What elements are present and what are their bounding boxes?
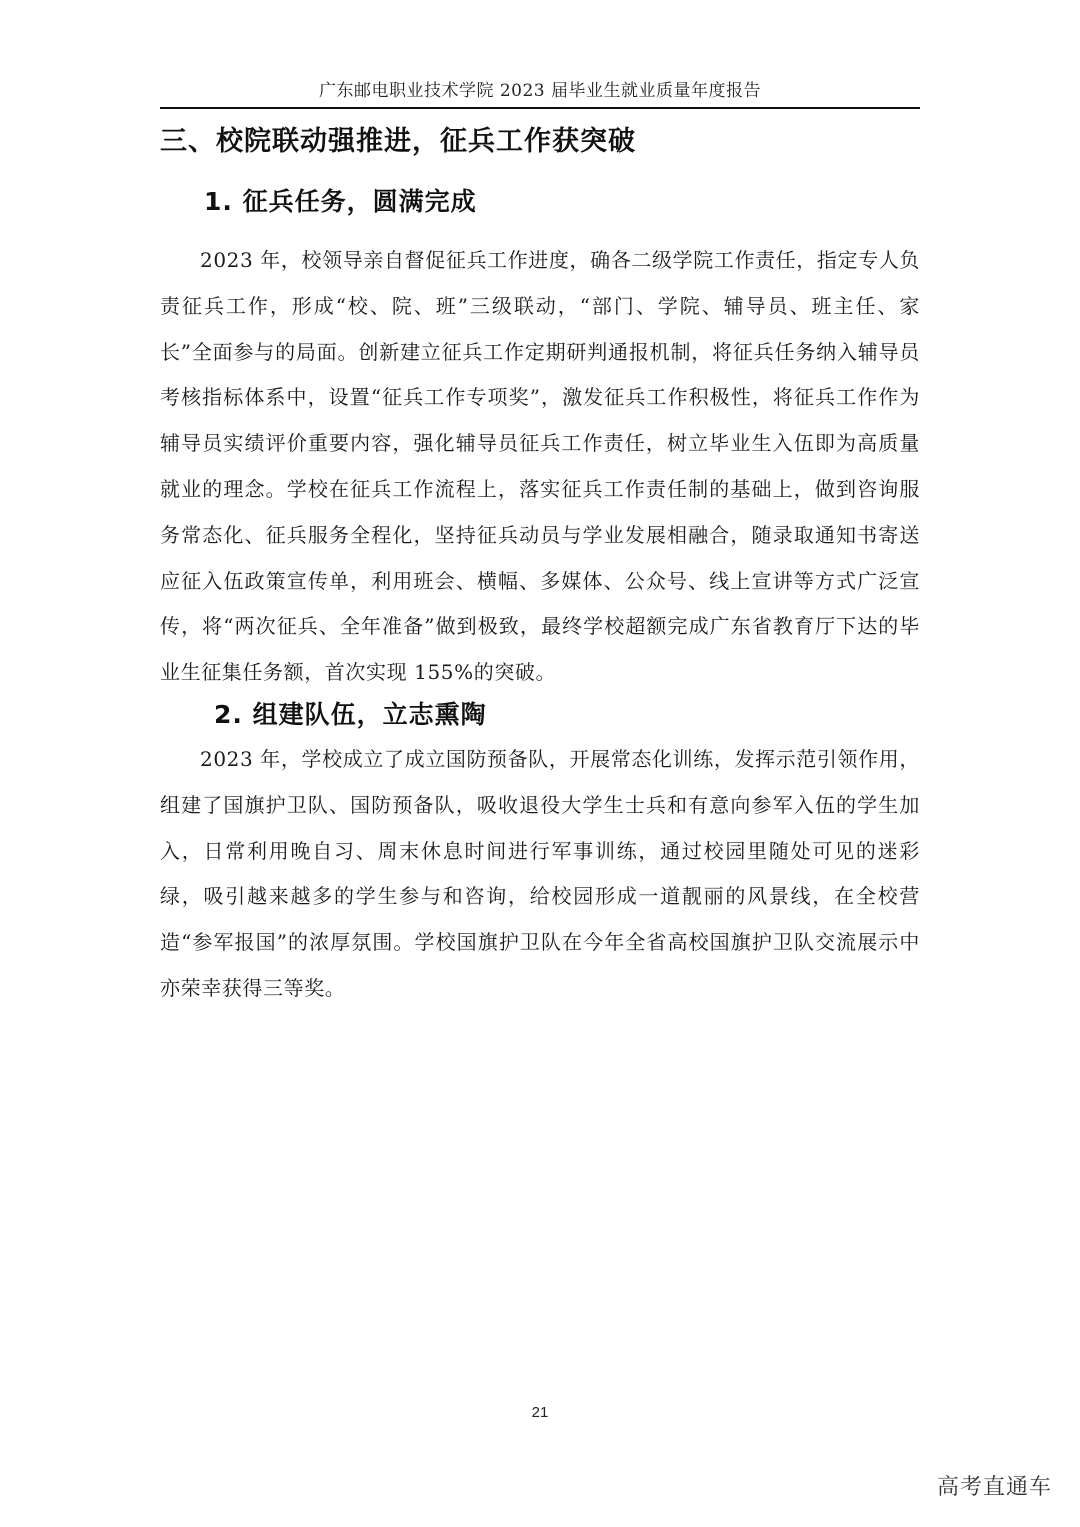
section-title: 三、校院联动强推进，征兵工作获突破 — [160, 126, 636, 157]
watermark-label: 高考直通车 — [936, 1475, 1052, 1500]
subsection-title-2: 2. 组建队伍，立志熏陶 — [214, 700, 487, 729]
body-paragraph-2: 2023 年，学校成立了成立国防预备队，开展常态化训练，发挥示范引领作用，组建了国旗护卫队、国防预备队，吸收退役大学生士兵和有意向参军入伍的学生加入，日常利用晚自习、周末休息时间进行军事训练，通过校园里随处可见的迷彩绿，吸引越来越多的学生参与和咨询，给校园形成一道靓丽的风景线，在全校营造“参军报国”的浓厚氛围。学校国旗护卫队在今年全省高校国旗护卫队交流展示中亦荣幸获得三等奖。 — [160, 747, 920, 1000]
running-header: 广东邮电职业技术学院 2023 届毕业生就业质量年度报告 — [318, 81, 762, 101]
header-divider — [160, 107, 920, 109]
body-paragraph-1: 2023 年，校领导亲自督促征兵工作进度，确各二级学院工作责任，指定专人负责征兵工作，形成“校、院、班”三级联动，“部门、学院、辅导员、班主任、家长”全面参与的局面。创新建立征兵工作定期研判通报机制，将征兵任务纳入辅导员考核指标体系中，设置“征兵工作专项奖”，激发征兵工作积极性，将征兵工作作为辅导员实绩评价重要内容，强化辅导员征兵工作责任，树立毕业生入伍即为高质量就业的理念。学校在征兵工作流程上，落实征兵工作责任制的基础上，做到咨询服务常态化、征兵服务全程化，坚持征兵动员与学业发展相融合，随录取通知书寄送应征入伍政策宣传单，利用班会、横幅、多媒体、公众号、线上宣讲等方式广泛宣传，将“两次征兵、全年准备”做到极致，最终学校超额完成广东省教育厅下达的毕业生征集任务额，首次实现 155%的突破。 — [160, 248, 920, 685]
page-number: 21 — [531, 1404, 549, 1421]
subsection-title-1: 1. 征兵任务，圆满完成 — [204, 187, 477, 216]
